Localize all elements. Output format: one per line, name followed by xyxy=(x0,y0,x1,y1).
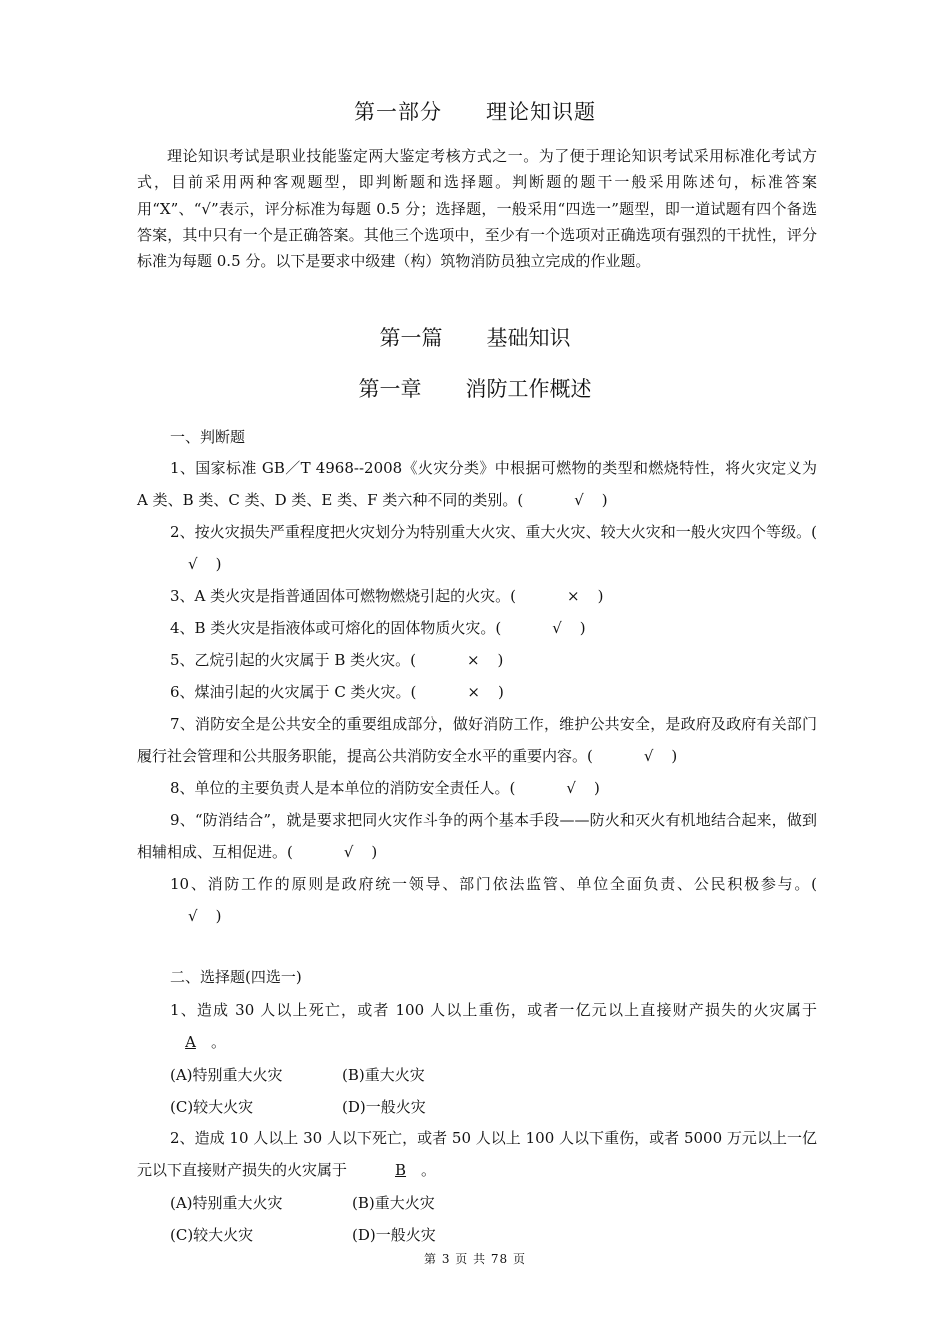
choice-answer-2: B xyxy=(395,1161,407,1179)
choice-answer-1: A xyxy=(185,1033,196,1051)
judge-answer-9: √ xyxy=(343,843,354,861)
judge-answer-8: √ xyxy=(566,779,576,797)
part-heading xyxy=(0,96,950,126)
judge-question-9: 9、“防消结合”，就是要求把同火灾作斗争的两个基本手段——防火和灭火有机地结合起来，做到相辅相成、互相促进。( √ ) xyxy=(137,804,817,868)
judge-answer-7: √ xyxy=(643,747,654,765)
judge-answer-3: × xyxy=(567,587,580,605)
judge-section-title: 一、判断题 xyxy=(170,428,246,446)
judge-question-8: 8、单位的主要负责人是本单位的消防安全责任人。( √ ) xyxy=(137,772,817,804)
choice-1-option-c: (C)较大火灾 xyxy=(170,1098,254,1116)
part-heading-title: 理论知识题 xyxy=(486,100,596,124)
judge-question-1: 1、国家标准 GB／T 4968--2008《火灾分类》中根据可燃物的类型和燃烧特性，将火灾定义为 A 类、B 类、C 类、D 类、E 类、F 类六种不同的类别。( √ ) xyxy=(137,452,817,516)
chapter-heading xyxy=(0,373,950,403)
chapter-heading-label: 第一章 xyxy=(358,377,422,401)
judge-question-10: 10、消防工作的原则是政府统一领导、部门依法监管、单位全面负责、公民积极参与。(√ ) xyxy=(137,868,817,932)
book-heading xyxy=(0,322,950,352)
judge-answer-10: √ xyxy=(188,907,198,925)
choice-question-2: 2、造成 10 人以上 30 人以下死亡，或者 50 人以上 100 人以下重伤，或者 5000 万元以上一亿元以下直接财产损失的火灾属于 B 。 xyxy=(137,1122,817,1186)
choice-1-option-a: (A)特别重大火灾 xyxy=(170,1066,283,1084)
judge-answer-4: √ xyxy=(552,619,562,637)
judge-answer-6: × xyxy=(467,683,480,701)
choice-2-option-b: (B)重大火灾 xyxy=(352,1194,435,1212)
judge-question-7: 7、消防安全是公共安全的重要组成部分，做好消防工作，维护公共安全，是政府及政府有关部门履行社会管理和公共服务职能，提高公共消防安全水平的重要内容。( √ ) xyxy=(137,708,817,772)
choice-1-option-b: (B)重大火灾 xyxy=(342,1066,425,1084)
judge-answer-2: √ xyxy=(188,555,198,573)
choice-2-option-d: (D)一般火灾 xyxy=(352,1226,436,1244)
chapter-heading-title: 消防工作概述 xyxy=(465,377,592,401)
judge-question-4: 4、B 类火灾是指液体或可熔化的固体物质火灾。( √ ) xyxy=(137,612,817,644)
part-heading-label: 第一部分 xyxy=(354,100,442,124)
book-heading-title: 基础知识 xyxy=(486,326,571,350)
judge-question-5: 5、乙烷引起的火灾属于 B 类火灾。( × ) xyxy=(137,644,817,676)
judge-question-2: 2、按火灾损失严重程度把火灾划分为特别重大火灾、重大火灾、较大火灾和一般火灾四个等级。(√ ) xyxy=(137,516,817,580)
choice-section-title: 二、选择题(四选一) xyxy=(170,968,302,986)
choice-1-option-d: (D)一般火灾 xyxy=(342,1098,426,1116)
judge-answer-5: × xyxy=(466,651,480,669)
page-footer: 第 3 页 共 78 页 xyxy=(424,1252,526,1266)
book-heading-label: 第一篇 xyxy=(379,326,443,350)
intro-paragraph: 理论知识考试是职业技能鉴定两大鉴定考核方式之一。为了便于理论知识考试采用标准化考试方式，目前采用两种客观题型，即判断题和选择题。判断题的题干一般采用陈述句，标准答案用“X”、“√”表示，评分标准为每题 0.5 分；选择题，一般采用“四选一”题型，即一道试题有四个备选答案，其中只有一个是正确答案。其他三个选项中，至少有一个选项对正确选项有强烈的干扰性，评分标准为每题 0.5 分。以下是要求中级建（构）筑物消防员独立完成的作业题。 xyxy=(137,147,817,271)
judge-answer-1: √ xyxy=(574,491,584,509)
judge-question-6: 6、煤油引起的火灾属于 C 类火灾。( × ) xyxy=(137,676,817,708)
judge-question-3: 3、A 类火灾是指普通固体可燃物燃烧引起的火灾。( × ) xyxy=(137,580,817,612)
choice-2-option-a: (A)特别重大火灾 xyxy=(170,1194,283,1212)
choice-2-option-c: (C)较大火灾 xyxy=(170,1226,254,1244)
choice-question-1: 1、造成 30 人以上死亡，或者 100 人以上重伤，或者一亿元以上直接财产损失的火灾属于A 。 xyxy=(137,994,817,1058)
